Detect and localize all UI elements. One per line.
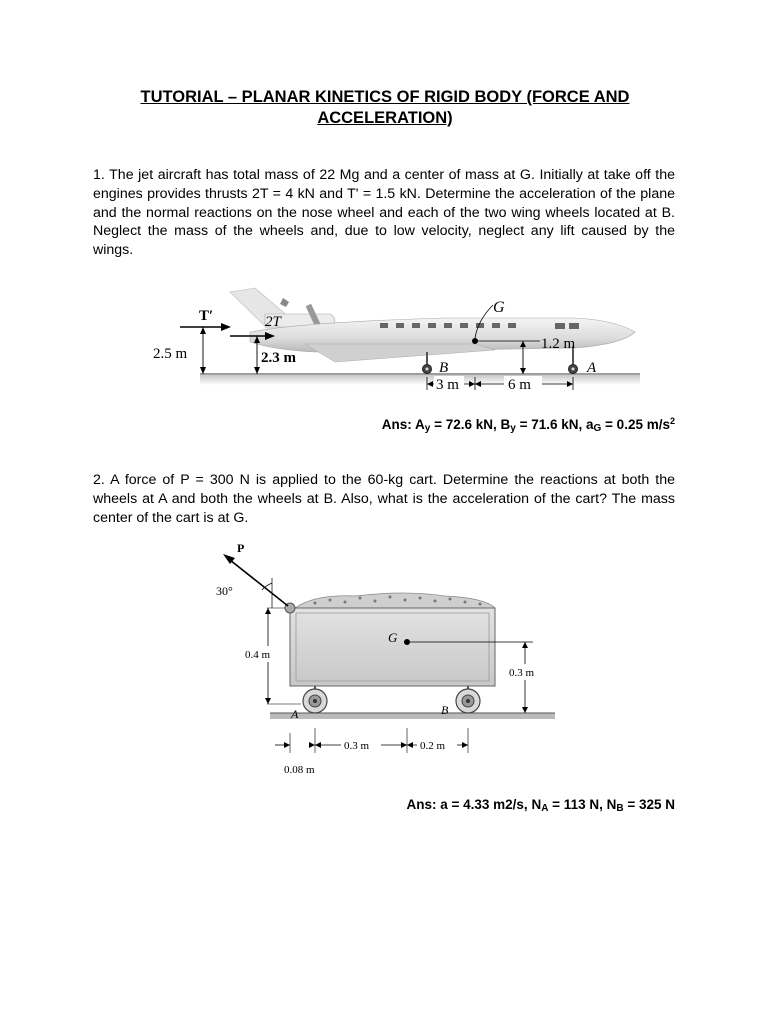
label-b: B [441,703,449,717]
dim-2-3-label: 2.3 m [261,350,296,366]
ground-shading [270,713,555,719]
dim-6-label: 6 m [508,377,531,393]
tail-logo [280,298,289,307]
angle-label: 30° [216,584,233,598]
dim-0-2-label: 0.2 m [420,740,446,752]
problem-2-text: 2. A force of P = 300 N is applied to the 60-kg cart. Determine the reactions at both the wheels at A and both the wheels at B. Also, what is the acceleration of the cart? The mass center of the cart is at G. [93,472,675,526]
label-2t: 2T [265,314,281,330]
center-of-mass-g [404,639,410,645]
cart-figure [205,538,565,783]
cart-body [290,608,495,686]
dim-1-2-label: 1.2 m [541,336,576,352]
dim-0-08-label: 0.08 m [284,764,315,776]
dim-0-4-label: 0.4 m [245,649,271,661]
center-of-mass-g [472,338,478,344]
dim-2-5-label: 2.5 m [153,346,188,362]
label-a: A [587,360,597,376]
force-p-arrow [230,560,288,606]
label-g: G [493,299,505,316]
dim-3-label: 3 m [436,377,459,393]
problem-2-answer: Ans: a = 4.33 m2/s, $N_A = 113$ N, $N_B = 325$ N [406,797,675,814]
dim-0-3-v-label: 0.3 m [509,667,535,679]
ground-shading [200,373,640,385]
wing [305,344,495,362]
label-g: G [388,630,398,645]
label-p: P [237,541,245,555]
jet-aircraft-figure [145,280,645,395]
problem-1-answer: Ans: $A_y = 72.6$ kN, $B_y = 71.6$ kN, $a_G = 0.25$ $m/s^2$ [381,416,675,434]
problem-1-text: 1. The jet aircraft has total mass of 22 Mg and a center of mass at G. Initially at take off the engines provides thrusts 2T = 4 kN and T' = 1.5 kN. Determine the acceleration of the plane and the normal reactions on the nose wheel and each of the two wing wheels located at B. Neglect the mass of the wheels and, due to low velocity, neglect any lift caused by the wings. [93,167,675,259]
label-a: A [291,707,299,721]
label-t-prime: T′ [199,308,214,324]
page-title: TUTORIAL – PLANAR KINETICS OF RIGID BODY (FORCE AND ACCELERATION) [140,88,630,127]
dim-0-3-h-label: 0.3 m [344,740,370,752]
label-b: B [439,360,449,376]
